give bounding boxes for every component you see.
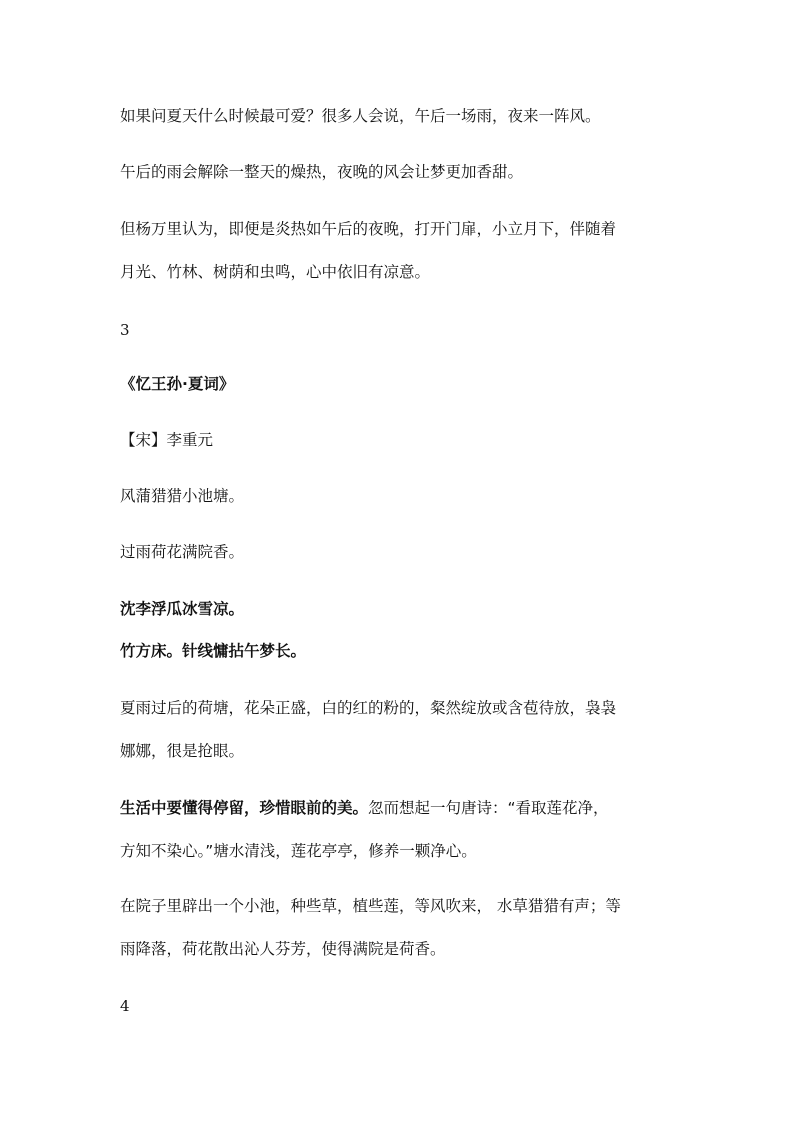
paragraph-yang-wanli-line-2: 月光、竹林、树荫和虫鸣，心中依旧有凉意。 xyxy=(120,263,431,281)
poem-line-4: 竹方床。针线慵拈午梦长。 xyxy=(120,642,307,660)
paragraph-yang-wanli-line-1: 但杨万里认为，即便是炎热如午后的夜晚，打开门扉，小立月下，伴随着 xyxy=(120,220,617,238)
section-number-4: 4 xyxy=(120,997,130,1015)
paragraph-rain-and-wind: 午后的雨会解除一整天的燥热，夜晚的风会让梦更加香甜。 xyxy=(120,163,524,181)
section-number-3: 3 xyxy=(120,321,130,339)
paragraph-lotus-pond-line-2: 娜娜，很是抢眼。 xyxy=(120,742,245,760)
paragraph-courtyard-pool-line-2: 雨降落，荷花散出沁人芬芳，使得满院是荷香。 xyxy=(120,940,446,958)
poem-title: 《忆王孙·夏词》 xyxy=(120,375,235,393)
paragraph-cherish-beauty-line-1 xyxy=(120,798,609,818)
paragraph-courtyard-pool-line-1: 在院子里辟出一个小池，种些草，植些莲，等风吹来， 水草猎猎有声；等 xyxy=(120,897,621,915)
paragraph-lotus-pond-line-1: 夏雨过后的荷塘，花朵正盛，白的红的粉的，粲然绽放或含苞待放，袅袅 xyxy=(120,699,617,717)
tang-poem-quote-start: 忽而想起一句唐诗：“看取莲花净， xyxy=(368,799,609,817)
poem-line-1: 风蒲猎猎小池塘。 xyxy=(120,487,245,505)
poem-line-2: 过雨荷花满院香。 xyxy=(120,543,245,561)
poem-line-3: 沈李浮瓜冰雪凉。 xyxy=(120,600,245,618)
paragraph-summer-question: 如果问夏天什么时候最可爱？很多人会说，午后一场雨，夜来一阵风。 xyxy=(120,107,601,125)
emphasis-cherish-beauty: 生活中要懂得停留，珍惜眼前的美。 xyxy=(120,799,369,817)
paragraph-cherish-beauty-line-2: 方知不染心。”塘水清浅，莲花亭亭，修养一颗净心。 xyxy=(120,842,477,860)
poem-author: 【宋】李重元 xyxy=(120,431,214,449)
